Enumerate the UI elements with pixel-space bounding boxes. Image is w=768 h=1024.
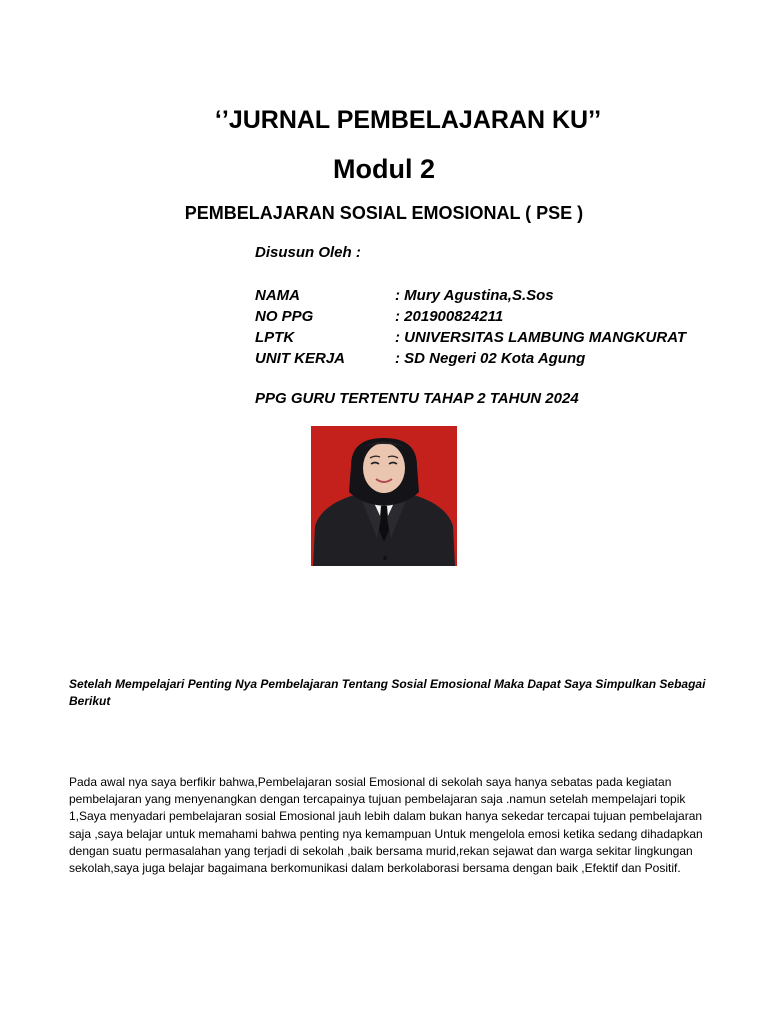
program-label: PPG GURU TERTENTU TAHAP 2 TAHUN 2024 — [255, 390, 579, 407]
info-row-ppg — [255, 306, 686, 327]
intro-statement: Setelah Mempelajari Penting Nya Pembelajaran Tentang Sosial Emosional Maka Dapat Saya Simpulkan Sebagai Berikut — [69, 677, 706, 708]
jacket-button — [383, 556, 387, 560]
reflection-paragraph: Pada awal nya saya berfikir bahwa,Pembelajaran sosial Emosional di sekolah saya hanya sebatas pada kegiatan pembelajaran yang menyenangkan dengan tercapainya tujuan pembelajaran saja .namun setelah mempelajari topik 1,Saya menyadari pembelajaran sosial Emosional jauh lebih dalam bukan hanya sekedar tercapai tujuan pembelajaran saja ,saya belajar untuk memahami bahwa penting nya kemampuan Untuk mengelola emosi ketika sedang dihadapkan dengan suatu permasalahan yang terjadi di sekolah ,baik bersama murid,rekan sejawat dan warga sekitar lingkungan sekolah,saya juga belajar bagaimana berkomunikasi dalam berkolaborasi bersama dengan baik ,Efektif dan Positif. — [69, 775, 703, 876]
prepared-by-label: Disusun Oleh : — [255, 244, 361, 261]
info-value: : Mury Agustina,S.Sos — [395, 287, 554, 304]
module-subtitle: PEMBELAJARAN SOSIAL EMOSIONAL ( PSE ) — [184, 203, 584, 223]
info-label: NO PPG — [255, 308, 314, 325]
author-block — [255, 244, 686, 407]
info-row-unit — [255, 348, 686, 369]
info-value: : 201900824211 — [395, 308, 504, 325]
module-title: Modul 2 — [333, 154, 435, 184]
face — [363, 443, 405, 493]
info-value: : UNIVERSITAS LAMBUNG MANGKURAT — [395, 329, 687, 346]
portrait-photo — [311, 426, 457, 566]
portrait-illustration — [311, 426, 457, 566]
journal-title: ‘’JURNAL PEMBELAJARAN KU’’ — [214, 106, 602, 134]
info-row-name — [255, 285, 686, 306]
info-label: NAMA — [255, 287, 300, 304]
info-row-lptk — [255, 327, 686, 348]
info-value: : SD Negeri 02 Kota Agung — [395, 350, 586, 367]
info-label: UNIT KERJA — [255, 350, 346, 367]
info-label: LPTK — [255, 329, 295, 346]
